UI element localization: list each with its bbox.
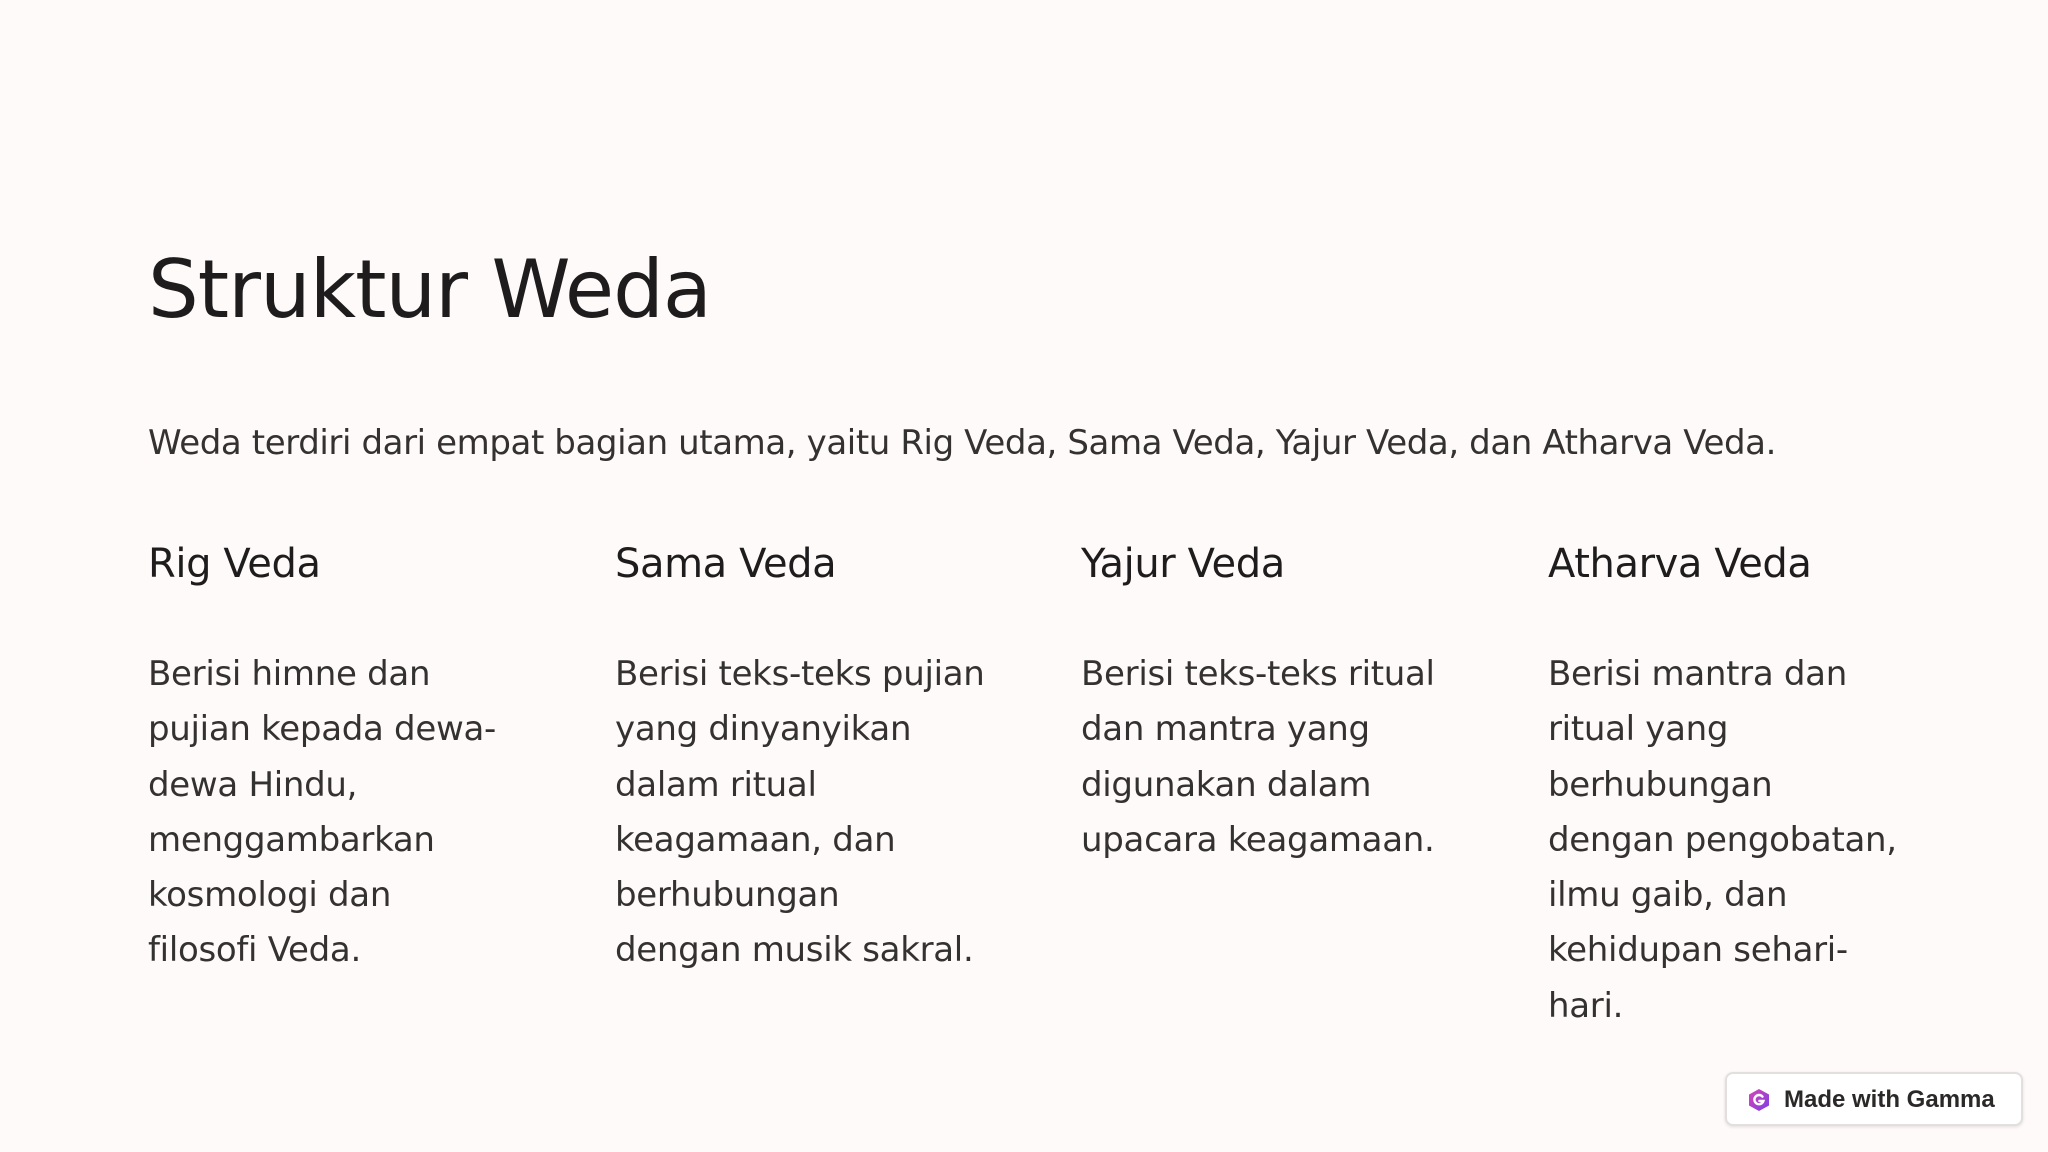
page-title: Struktur Weda <box>148 243 711 336</box>
description-line: ilmu gaib, dan <box>1548 875 1788 916</box>
column-description <box>1548 647 1948 1034</box>
description-line: kosmologi dan <box>148 875 392 916</box>
description-line: ritual yang <box>1548 709 1729 750</box>
slide <box>148 0 1908 1152</box>
gamma-logo-icon <box>1747 1088 1771 1112</box>
badge-label: Made with Gamma <box>1784 1086 1995 1113</box>
description-line: filosofi Veda. <box>148 930 361 971</box>
description-line: Berisi teks-teks ritual <box>1081 654 1435 694</box>
description-line: dewa Hindu, <box>148 764 358 805</box>
column-yajur-veda <box>1081 535 1481 868</box>
description-line: dengan pengobatan, <box>1548 819 1897 860</box>
column-description <box>615 647 1015 979</box>
description-line: Berisi mantra dan <box>1548 654 1847 694</box>
intro-paragraph: Weda terdiri dari empat bagian utama, yaitu Rig Veda, Sama Veda, Yajur Veda, dan Atharva Veda. <box>148 423 1777 463</box>
description-line: dengan musik sakral. <box>615 930 974 971</box>
column-heading: Yajur Veda <box>1081 541 1285 587</box>
made-with-gamma-button[interactable] <box>1725 1072 2023 1126</box>
column-description <box>1081 647 1481 868</box>
description-line: upacara keagamaan. <box>1081 819 1435 860</box>
column-heading: Sama Veda <box>615 541 837 587</box>
description-line: pujian kepada dewa- <box>148 709 496 750</box>
description-line: dan mantra yang <box>1081 709 1370 750</box>
description-line: keagamaan, dan <box>615 819 896 860</box>
column-sama-veda <box>615 535 1015 979</box>
description-line: hari. <box>1548 985 1624 1026</box>
column-heading: Rig Veda <box>148 541 321 587</box>
description-line: Berisi himne dan <box>148 654 431 694</box>
column-heading: Atharva Veda <box>1548 541 1812 587</box>
description-line: kehidupan sehari- <box>1548 930 1848 971</box>
description-line: menggambarkan <box>148 819 435 860</box>
column-atharva-veda <box>1548 535 1948 1034</box>
description-line: Berisi teks-teks pujian <box>615 654 985 694</box>
column-description <box>148 647 548 979</box>
veda-columns <box>148 535 1908 1035</box>
description-line: dalam ritual <box>615 764 817 805</box>
description-line: berhubungan <box>615 875 840 916</box>
description-line: berhubungan <box>1548 764 1773 805</box>
description-line: digunakan dalam <box>1081 764 1372 805</box>
description-line: yang dinyanyikan <box>615 709 912 750</box>
column-rig-veda <box>148 535 548 979</box>
